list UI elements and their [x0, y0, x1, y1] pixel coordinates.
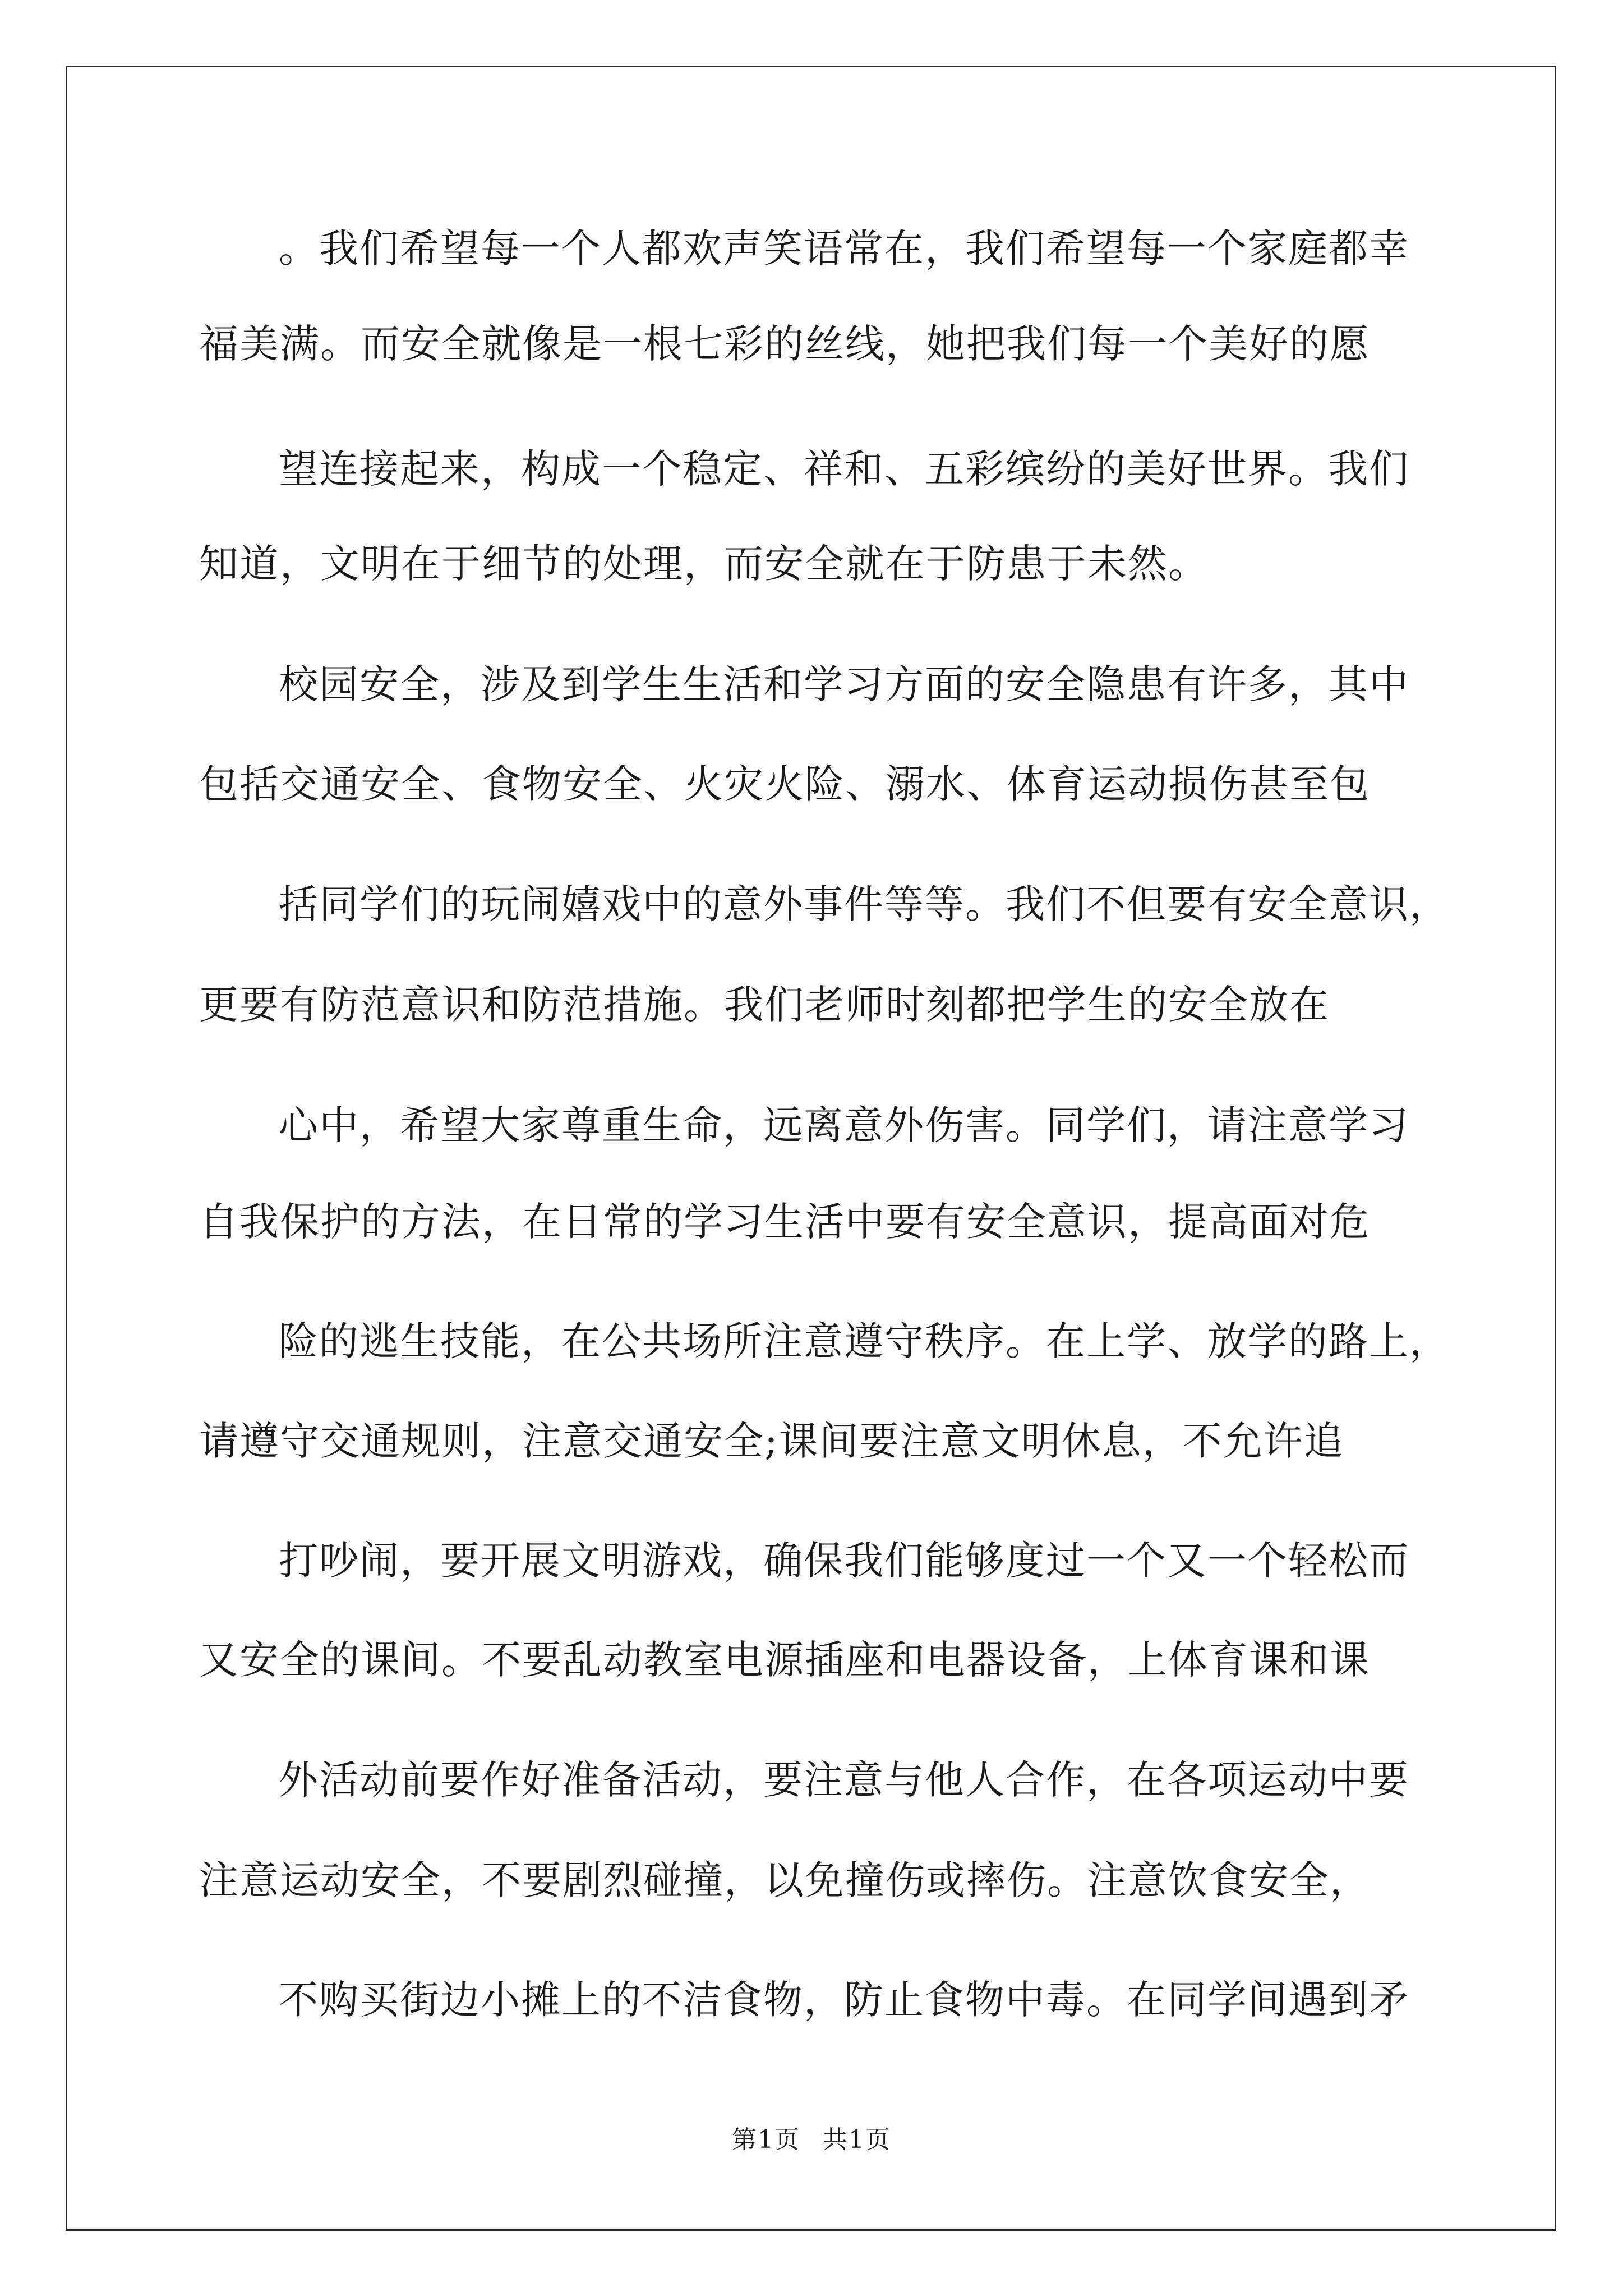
text-line: 。我们希望每一个人都欢声笑语常在，我们希望每一个家庭都幸 — [279, 226, 1409, 272]
page-total: 共1页 — [823, 2125, 891, 2154]
text-line: 心中，希望大家尊重生命，远离意外伤害。同学们，请注意学习 — [279, 1102, 1409, 1148]
text-line: 括同学们的玩闹嬉戏中的意外事件等等。我们不但要有安全意识， — [279, 881, 1450, 927]
text-line: 不购买街边小摊上的不洁食物，防止食物中毒。在同学间遇到矛 — [279, 1977, 1409, 2023]
text-line: 又安全的课间。不要乱动教室电源插座和电器设备，上体育课和课 — [199, 1637, 1370, 1683]
text-line: 校园安全，涉及到学生生活和学习方面的安全隐患有许多，其中 — [279, 661, 1409, 707]
text-line: 包括交通安全、食物安全、火灾火险、溺水、体育运动损伤甚至包 — [199, 761, 1370, 807]
page-footer — [0, 2123, 1623, 2157]
text-line: 注意运动安全，不要剧烈碰撞，以免撞伤或摔伤。注意饮食安全， — [199, 1857, 1370, 1903]
text-line: 福美满。而安全就像是一根七彩的丝线，她把我们每一个美好的愿 — [199, 321, 1370, 367]
text-line: 外活动前要作好准备活动，要注意与他人合作，在各项运动中要 — [279, 1757, 1409, 1803]
text-line: 更要有防范意识和防范措施。我们老师时刻都把学生的安全放在 — [199, 982, 1330, 1028]
page-number: 第1页 — [732, 2125, 800, 2154]
text-line: 自我保护的方法，在日常的学习生活中要有安全意识，提高面对危 — [199, 1199, 1370, 1245]
text-line: 打吵闹，要开展文明游戏，确保我们能够度过一个又一个轻松而 — [279, 1538, 1409, 1584]
text-line: 险的逃生技能，在公共场所注意遵守秩序。在上学、放学的路上， — [279, 1318, 1450, 1364]
text-line: 知道，文明在于细节的处理，而安全就在于防患于未然。 — [199, 541, 1209, 587]
text-line: 望连接起来，构成一个稳定、祥和、五彩缤纷的美好世界。我们 — [279, 446, 1409, 492]
text-line: 请遵守交通规则，注意交通安全;课间要注意文明休息，不允许追 — [199, 1418, 1344, 1464]
